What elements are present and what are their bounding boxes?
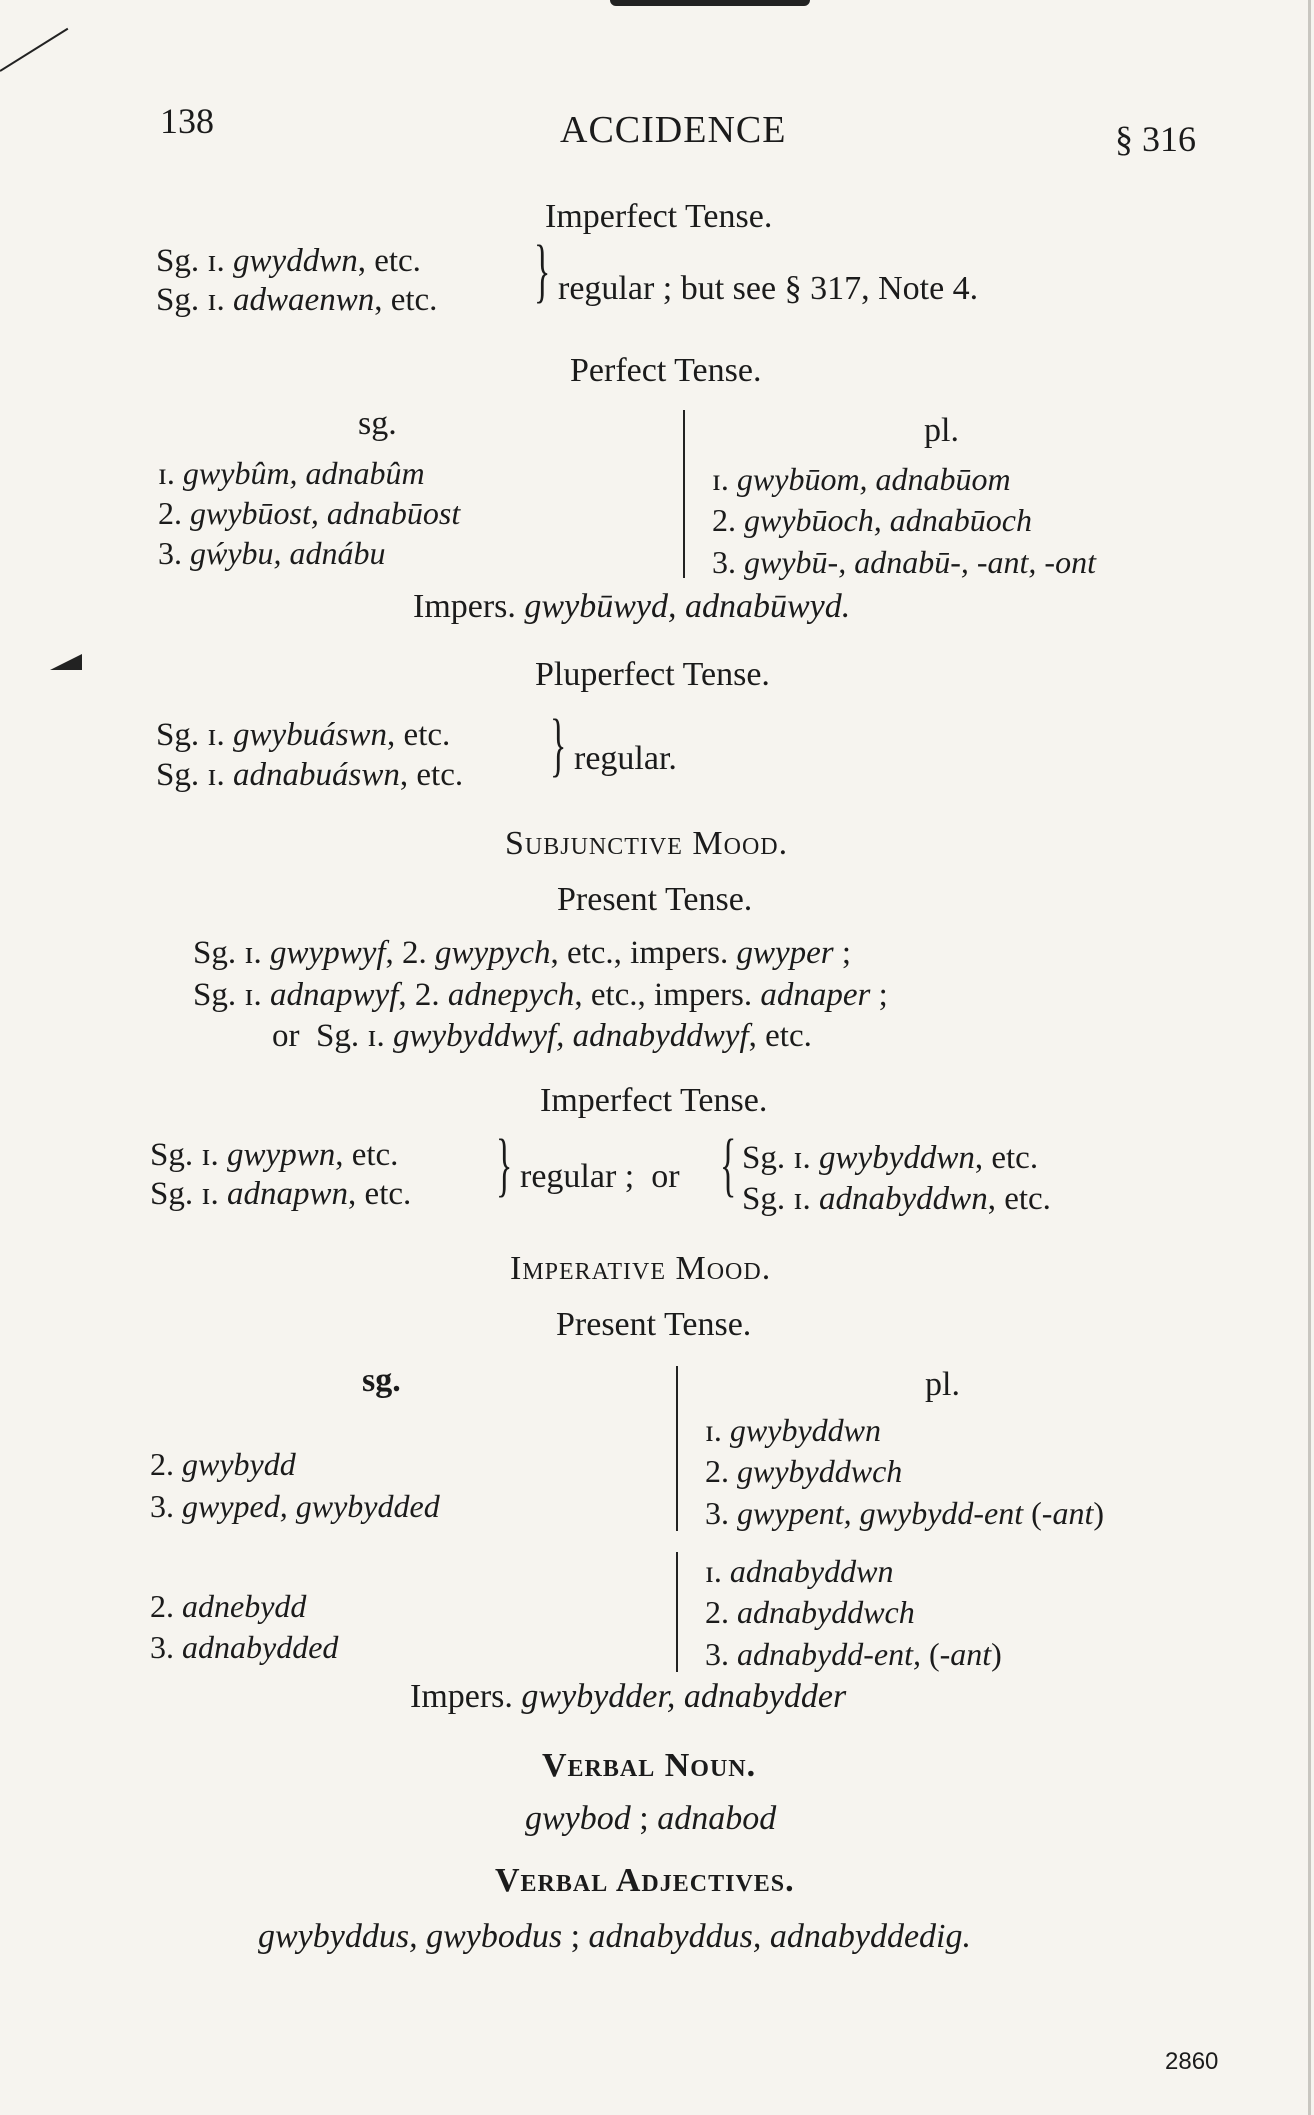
perfect-impers: Impers. gwybūwyd, adnabūwyd. bbox=[413, 588, 851, 625]
brace: } bbox=[550, 707, 567, 785]
imperative-pl-label: pl. bbox=[925, 1366, 960, 1403]
verbal-adjectives-heading: Verbal Adjectives. bbox=[495, 1862, 795, 1899]
perfect-pl-3: 3. gwybū-, adnabū-, -ant, -ont bbox=[712, 544, 1096, 580]
imperfect-line-2: Sg. ɪ. adwaenwn, etc. bbox=[156, 282, 438, 318]
imperative-heading: Imperative Mood. bbox=[510, 1250, 772, 1287]
imperfect-line-1: Sg. ɪ. gwyddwn, etc. bbox=[156, 243, 421, 279]
running-title: ACCIDENCE bbox=[560, 109, 787, 151]
subjunctive-imperfect-heading: Imperfect Tense. bbox=[540, 1082, 768, 1119]
scan-number: 2860 bbox=[1165, 2048, 1219, 2075]
subjunctive-imperfect-alt-1: Sg. ɪ. gwybyddwn, etc. bbox=[742, 1140, 1039, 1176]
imperative-pl-1-alt: ɪ. adnabyddwn bbox=[705, 1553, 894, 1589]
scan-mark-arrow bbox=[50, 654, 82, 670]
imperative-pl-3-alt: 3. adnabydd-ent, (-ant) bbox=[705, 1636, 1002, 1672]
subjunctive-line-2: Sg. ɪ. adnapwyf, 2. adnepych, etc., impers. adnaper ; bbox=[193, 977, 888, 1013]
imperative-sg-label: sg. bbox=[362, 1362, 401, 1399]
subjunctive-line-1: Sg. ɪ. gwypwyf, 2. gwypych, etc., impers. gwyper ; bbox=[193, 935, 852, 971]
perfect-pl-2: 2. gwybūoch, adnabūoch bbox=[712, 502, 1032, 538]
subjunctive-imperfect-line-1: Sg. ɪ. gwypwn, etc. bbox=[150, 1137, 399, 1173]
subjunctive-imperfect-alt-2: Sg. ɪ. adnabyddwn, etc. bbox=[742, 1181, 1051, 1217]
imperfect-note: regular ; but see § 317, Note 4. bbox=[558, 270, 979, 307]
imperative-pl-1: ɪ. gwybyddwn bbox=[705, 1412, 881, 1448]
perfect-sg-label: sg. bbox=[358, 405, 397, 442]
verbal-adjectives-forms: gwybyddus, gwybodus ; adnabyddus, adnabyddedig. bbox=[258, 1918, 971, 1955]
section-number: § 316 bbox=[1115, 119, 1196, 159]
subjunctive-line-3: or Sg. ɪ. gwybyddwyf, adnabyddwyf, etc. bbox=[272, 1018, 812, 1054]
page-number: 138 bbox=[160, 101, 214, 141]
brace: } bbox=[534, 233, 551, 311]
imperative-present-heading: Present Tense. bbox=[556, 1306, 752, 1343]
imperative-pl-2: 2. gwybyddwch bbox=[705, 1453, 903, 1489]
verbal-noun-heading: Verbal Noun. bbox=[542, 1747, 757, 1784]
subjunctive-imperfect-line-2: Sg. ɪ. adnapwn, etc. bbox=[150, 1176, 412, 1212]
perfect-divider bbox=[683, 410, 685, 578]
subjunctive-present-heading: Present Tense. bbox=[557, 881, 753, 918]
imperative-pl-2-alt: 2. adnabyddwch bbox=[705, 1594, 915, 1630]
perfect-pl-1: ɪ. gwybūom, adnabūom bbox=[712, 461, 1011, 497]
imperative-sg-3-alt: 3. adnabydded bbox=[150, 1629, 339, 1665]
brace: { bbox=[720, 1127, 737, 1205]
pluperfect-line-2: Sg. ɪ. adnabuáswn, etc. bbox=[156, 757, 464, 793]
imperfect-heading: Imperfect Tense. bbox=[545, 198, 773, 235]
perfect-sg-1: ɪ. gwybûm, adnabûm bbox=[158, 455, 425, 491]
imperative-impers: Impers. gwybydder, adnabydder bbox=[410, 1678, 847, 1715]
pluperfect-heading: Pluperfect Tense. bbox=[535, 656, 770, 693]
subjunctive-imperfect-note: regular ; or bbox=[520, 1158, 680, 1195]
scan-mark-edge bbox=[1308, 0, 1311, 2115]
subjunctive-heading: Subjunctive Mood. bbox=[505, 825, 789, 862]
scan-mark-corner bbox=[0, 28, 68, 72]
perfect-heading: Perfect Tense. bbox=[570, 352, 762, 389]
brace: } bbox=[496, 1127, 513, 1205]
imperative-sg-3: 3. gwyped, gwybydded bbox=[150, 1488, 440, 1524]
pluperfect-note: regular. bbox=[574, 740, 677, 777]
perfect-sg-2: 2. gwybūost, adnabūost bbox=[158, 495, 461, 531]
verbal-noun-forms: gwybod ; adnabod bbox=[525, 1800, 777, 1837]
imperative-sg-2: 2. gwybydd bbox=[150, 1446, 296, 1482]
perfect-sg-3: 3. gẃybu, adnábu bbox=[158, 535, 386, 571]
perfect-pl-label: pl. bbox=[924, 412, 959, 449]
imperative-divider-1 bbox=[676, 1366, 678, 1531]
imperative-pl-3: 3. gwypent, gwybydd-ent (-ant) bbox=[705, 1495, 1104, 1531]
scan-mark-top bbox=[610, 0, 810, 6]
pluperfect-line-1: Sg. ɪ. gwybuáswn, etc. bbox=[156, 717, 451, 753]
imperative-divider-2 bbox=[676, 1552, 678, 1672]
imperative-sg-2-alt: 2. adnebydd bbox=[150, 1588, 307, 1624]
